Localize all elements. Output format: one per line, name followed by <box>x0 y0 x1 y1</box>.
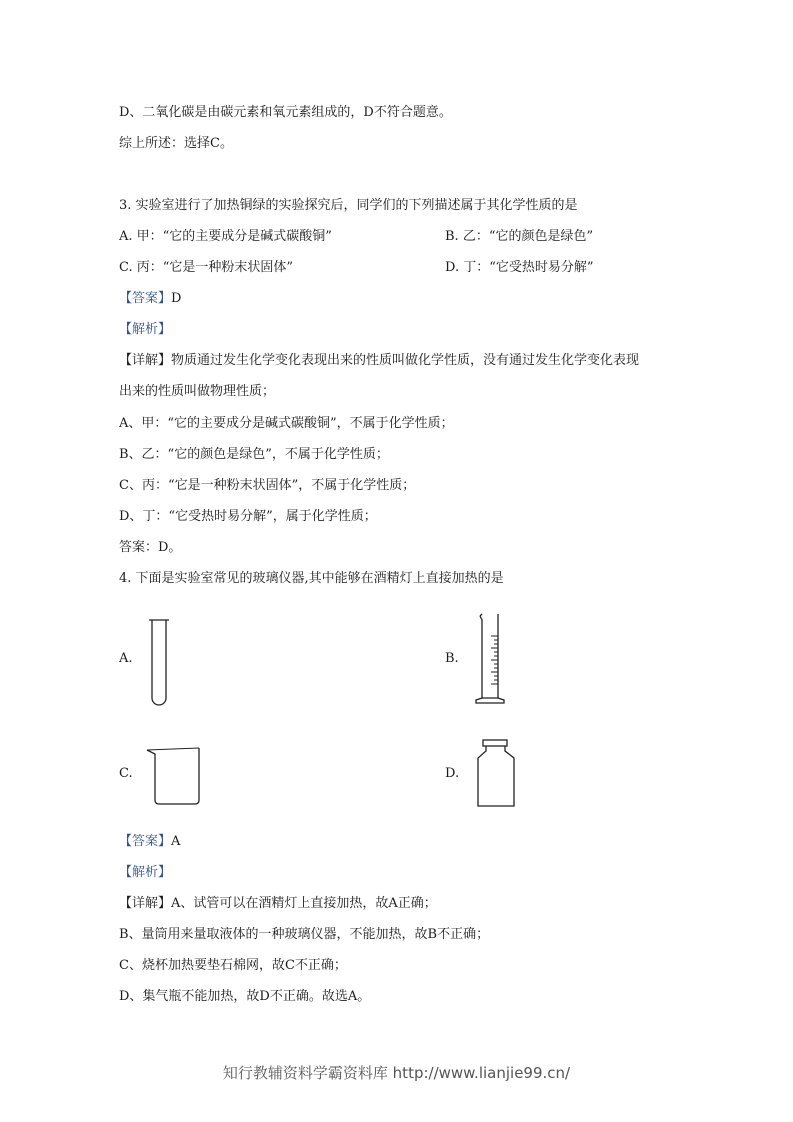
answer-tag: 【答案】 <box>119 291 172 306</box>
detail-text: 物质通过发生化学变化表现出来的性质叫做化学性质，没有通过发生化学变化表现 <box>171 353 640 368</box>
q3-option-b: B. 乙：“它的颜色是绿色” <box>445 229 594 244</box>
analysis-tag: 【解析】 <box>119 865 172 880</box>
beaker-icon <box>143 744 205 808</box>
q3-explain-c: C、丙：“它是一种粉末状固体”，不属于化学性质； <box>119 478 416 493</box>
q4-label-c: C. <box>119 766 133 781</box>
q3-answer <box>119 290 181 308</box>
answer-value: D <box>171 291 182 306</box>
q3-detail-line1 <box>119 352 639 370</box>
page-footer-watermark: 知行教辅资料学霸资料库 http://www.lianjie99.cn/ <box>222 1064 571 1082</box>
q4-answer <box>119 833 180 851</box>
graduated-cylinder-icon <box>472 612 508 706</box>
test-tube-icon <box>146 618 172 710</box>
q3-explain-a: A、甲：“它的主要成分是碱式碳酸铜”，不属于化学性质； <box>119 416 454 431</box>
detail-tag: 【详解】 <box>119 353 172 368</box>
q3-analysis-heading <box>119 321 171 339</box>
detail-tag: 【详解】 <box>119 896 172 911</box>
q3-final-answer: 答案：D。 <box>119 540 182 555</box>
q4-analysis-heading <box>119 864 171 882</box>
q3-option-a: A. 甲：“它的主要成分是碱式碳酸铜” <box>119 229 332 244</box>
q3-stem: 3. 实验室进行了加热铜绿的实验探究后，同学们的下列描述属于其化学性质的是 <box>119 198 578 213</box>
q4-explain-b: B、量筒用来量取液体的一种玻璃仪器，不能加热，故B不正确； <box>119 927 490 942</box>
answer-value: A <box>171 834 181 849</box>
q4-stem: 4. 下面是实验室常见的玻璃仪器,其中能够在酒精灯上直接加热的是 <box>119 571 504 586</box>
q4-label-b: B. <box>445 651 459 666</box>
q3-option-d: D. 丁：“它受热时易分解” <box>445 260 594 275</box>
q4-label-d: D. <box>445 766 460 781</box>
q4-explain-a <box>119 895 437 913</box>
q4-label-a: A. <box>119 651 133 666</box>
detail-text: A、试管可以在酒精灯上直接加热，故A正确； <box>171 896 437 911</box>
q3-explain-d: D、丁：“它受热时易分解”，属于化学性质； <box>119 509 377 524</box>
gas-bottle-icon <box>472 738 520 810</box>
q4-explain-c: C、烧杯加热要垫石棉网，故C不正确； <box>119 958 347 973</box>
q3-detail-line2: 出来的性质叫做物理性质； <box>119 384 276 399</box>
q4-explain-d: D、集气瓶不能加热，故D不正确。故选A。 <box>119 989 371 1004</box>
q3-explain-b: B、乙：“它的颜色是绿色”，不属于化学性质； <box>119 447 389 462</box>
answer-tag: 【答案】 <box>119 834 172 849</box>
prev-summary: 综上所述：选择C。 <box>119 136 233 151</box>
q3-option-c: C. 丙：“它是一种粉末状固体” <box>119 260 294 275</box>
analysis-tag: 【解析】 <box>119 322 172 337</box>
prev-explain-d: D、二氧化碳是由碳元素和氧元素组成的，D不符合题意。 <box>119 105 452 120</box>
